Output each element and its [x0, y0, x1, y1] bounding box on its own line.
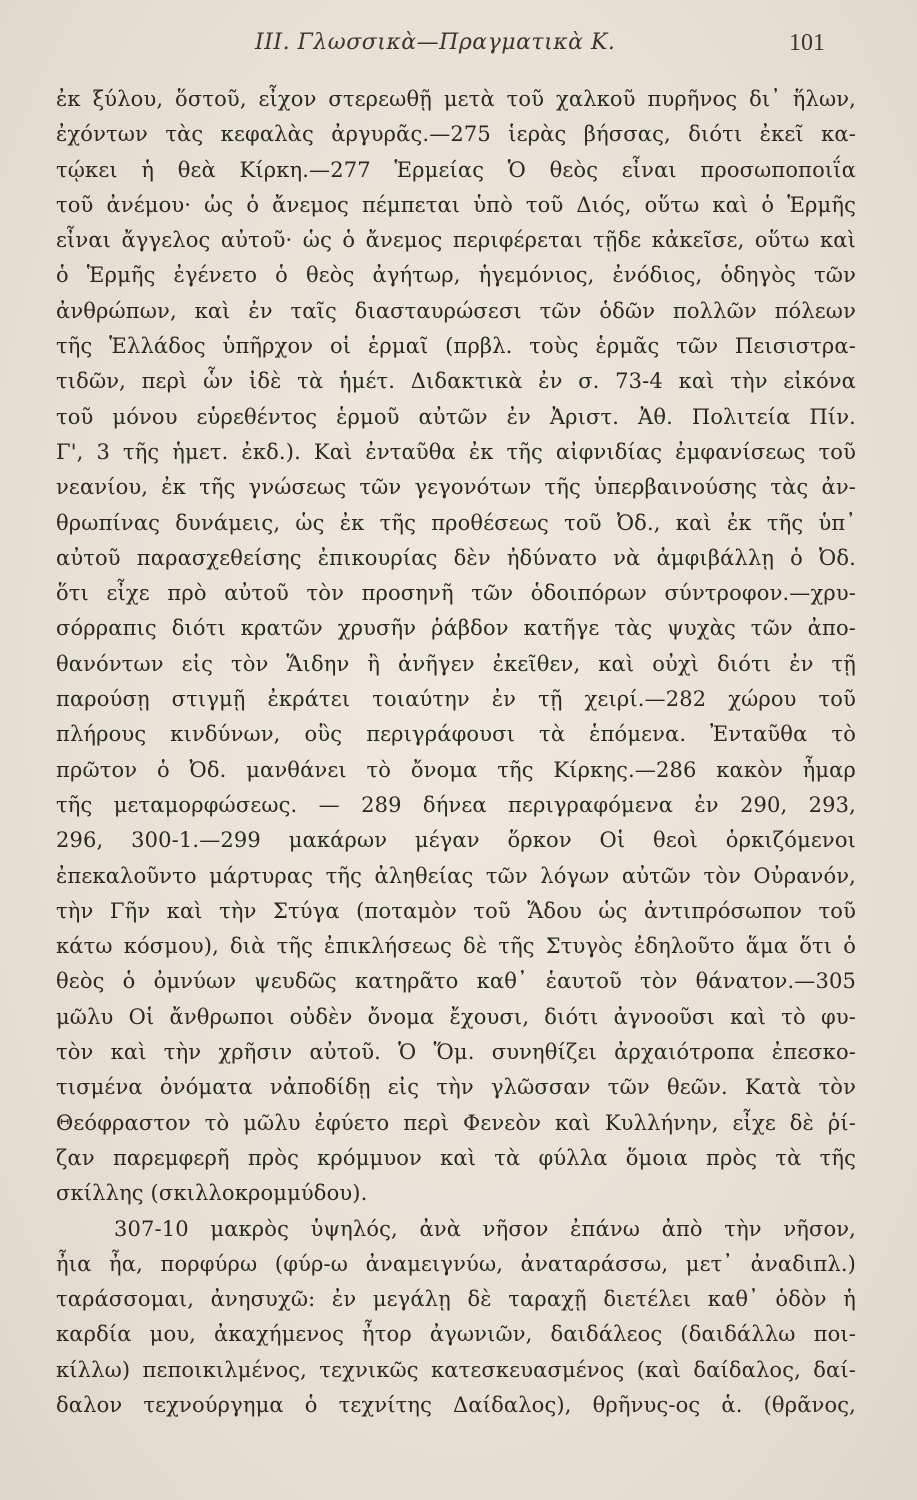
text-line: κάτω κόσμου), διὰ τῆς ἐπικλήσεως δὲ τῆς Στυγὸς ἐδηλοῦτο ἅμα ὅτι ὁ — [56, 934, 856, 959]
text-line: μῶλυ Οἱ ἄνθρωποι οὐδὲν ὄνομα ἔχουσι, διότι ἀγνοοῦσι καὶ τὸ φυ- — [56, 1004, 856, 1029]
text-line: 307-10 μακρὸς ὑψηλός, ἀνὰ νῆσον ἐπάνω ἀπὸ τὴν νῆσον, — [114, 1216, 856, 1241]
text-line: τῴκει ἡ θεὰ Κίρκη.—277 Ἑρμείας Ὁ θεὸς εἶναι προσωποποιΐα — [56, 157, 856, 182]
text-line: τοῦ μόνου εὑρεθέντος ἑρμοῦ αὐτῶν ἐν Ἀριστ. Ἀθ. Πολιτεία Πίν. — [56, 404, 856, 429]
text-line: 296, 300-1.—299 μακάρων μέγαν ὅρκον Οἱ θεοὶ ὁρκιζόμενοι — [56, 828, 856, 853]
text-line: εἶναι ἄγγελος αὐτοῦ· ὡς ὁ ἄνεμος περιφέρεται τῇδε κἀκεῖσε, οὕτω καὶ — [56, 228, 856, 253]
text-line: αὐτοῦ παρασχεθείσης ἐπικουρίας δὲν ἠδύνατο νὰ ἀμφιβάλλῃ ὁ Ὀδ. — [56, 545, 856, 570]
text-line: Γ', 3 τῆς ἡμετ. ἐκδ.). Καὶ ἐνταῦθα ἐκ τῆς αἰφνιδίας ἐμφανίσεως τοῦ — [56, 439, 856, 464]
text-line: τὸν καὶ τὴν χρῆσιν αὐτοῦ. Ὁ Ὅμ. συνηθίζει ἀρχαιότροπα ἐπεσκο- — [56, 1040, 856, 1065]
text-line: θεὸς ὁ ὀμνύων ψευδῶς κατηρᾶτο καθ᾽ ἑαυτοῦ τὸν θάνατον.—305 — [56, 969, 856, 994]
text-line: πρῶτον ὁ Ὀδ. μανθάνει τὸ ὄνομα τῆς Κίρκης.—286 κακὸν ἦμαρ — [56, 757, 856, 782]
text-line: ζαν παρεμφερῆ πρὸς κρόμμυον καὶ τὰ φύλλα ὅμοια πρὸς τὰ τῆς — [56, 1145, 856, 1170]
page-header — [255, 30, 825, 70]
text-line: ὁ Ἑρμῆς ἐγένετο ὁ θεὸς ἀγήτωρ, ἡγεμόνιος, ἐνόδιος, ὁδηγὸς τῶν — [56, 263, 856, 288]
text-line: τὴν Γῆν καὶ τὴν Στύγα (ποταμὸν τοῦ Ἅδου ὡς ἀντιπρόσωπον τοῦ — [56, 898, 856, 923]
text-line: ἐχόντων τὰς κεφαλὰς ἀργυρᾶς.—275 ἱερὰς βήσσας, διότι ἐκεῖ κα- — [56, 122, 856, 147]
text-line: ὅτι εἶχε πρὸ αὐτοῦ τὸν προσηνῆ τῶν ὁδοιπόρων σύντροφον.—χρυ- — [56, 581, 856, 606]
text-line: νεανίου, ἐκ τῆς γνώσεως τῶν γεγονότων τῆς ὑπερβαινούσης τὰς ἀν- — [56, 475, 856, 500]
body-text — [56, 82, 856, 1423]
text-line: Θεόφραστον τὸ μῶλυ ἐφύετο περὶ Φενεὸν καὶ Κυλλήνην, εἶχε δὲ ῥί- — [56, 1110, 856, 1135]
text-line: παρούσῃ στιγμῇ ἐκράτει τοιαύτην ἐν τῇ χειρί.—282 χώρου τοῦ — [56, 687, 856, 712]
running-head: III. Γλωσσικὰ—Πραγματικὰ Κ. — [255, 30, 616, 55]
text-line: σκίλλης (σκιλλοκρομμύδου). — [56, 1181, 368, 1206]
text-line: θρωπίνας δυνάμεις, ὡς ἐκ τῆς προθέσεως τοῦ Ὀδ., καὶ ἐκ τῆς ὑπ᾽ — [56, 510, 856, 535]
text-line: ἀνθρώπων, καὶ ἐν ταῖς διασταυρώσεσι τῶν ὁδῶν πολλῶν πόλεων — [56, 298, 856, 323]
text-line: τῆς Ἑλλάδος ὑπῆρχον οἱ ἑρμαῖ (πρβλ. τοὺς ἑρμᾶς τῶν Πεισιστρα- — [56, 334, 856, 359]
text-line: κίλλω) πεποικιλμένος, τεχνικῶς κατεσκευασμένος (καὶ δαίδαλος, δαί- — [56, 1357, 856, 1382]
text-line: σόρραπις διότι κρατῶν χρυσῆν ῥάβδον κατῆγε τὰς ψυχὰς τῶν ἀπο- — [56, 616, 856, 641]
text-line: ἐκ ξύλου, ὅστοῦ, εἶχον στερεωθῇ μετὰ τοῦ χαλκοῦ πυρῆνος δι᾽ ἥλων, — [56, 87, 856, 111]
text-line: καρδία μου, ἀκαχήμενος ἦτορ ἀγωνιῶν, δαιδάλεος (δαιδάλλω ποι- — [56, 1322, 856, 1347]
text-line: ταράσσομαι, ἀνησυχῶ: ἐν μεγάλῃ δὲ ταραχῇ διετέλει καθ᾽ ὁδὸν ἡ — [56, 1287, 856, 1312]
text-line: δαλον τεχνούργημα ὁ τεχνίτης Δαίδαλος), θρῆνυς-ος ἁ. (θρᾶνος, — [56, 1392, 856, 1417]
text-line: τιδῶν, περὶ ὧν ἰδὲ τὰ ἡμέτ. Διδακτικὰ ἐν σ. 73-4 καὶ τὴν εἰκόνα — [56, 369, 856, 394]
text-line: πλήρους κινδύνων, οὓς περιγράφουσι τὰ ἑπόμενα. Ἐνταῦθα τὸ — [56, 722, 856, 747]
text-line: τῆς μεταμορφώσεως. — 289 δήνεα περιγραφόμενα ἐν 290, 293, — [56, 792, 856, 817]
text-line: ἐπεκαλοῦντο μάρτυρας τῆς ἀληθείας τῶν λόγων αὐτῶν τὸν Οὐρανόν, — [56, 863, 856, 888]
page-number: 101 — [789, 30, 825, 56]
text-line: θανόντων εἰς τὸν Ἅιδην ἢ ἀνῆγεν ἐκεῖθεν, καὶ οὐχὶ διότι ἐν τῇ — [56, 651, 856, 676]
text-line: τοῦ ἀνέμου· ὡς ὁ ἄνεμος πέμπεται ὑπὸ τοῦ Διός, οὕτω καὶ ὁ Ἑρμῆς — [56, 192, 856, 217]
text-line: τισμένα ὀνόματα νἀποδίδῃ εἰς τὴν γλῶσσαν τῶν θεῶν. Κατὰ τὸν — [56, 1075, 856, 1100]
text-line: ἦια ἦα, πορφύρω (φύρ-ω ἀναμειγνύω, ἀναταράσσω, μετ᾽ ἀναδιπλ.) — [56, 1251, 856, 1276]
